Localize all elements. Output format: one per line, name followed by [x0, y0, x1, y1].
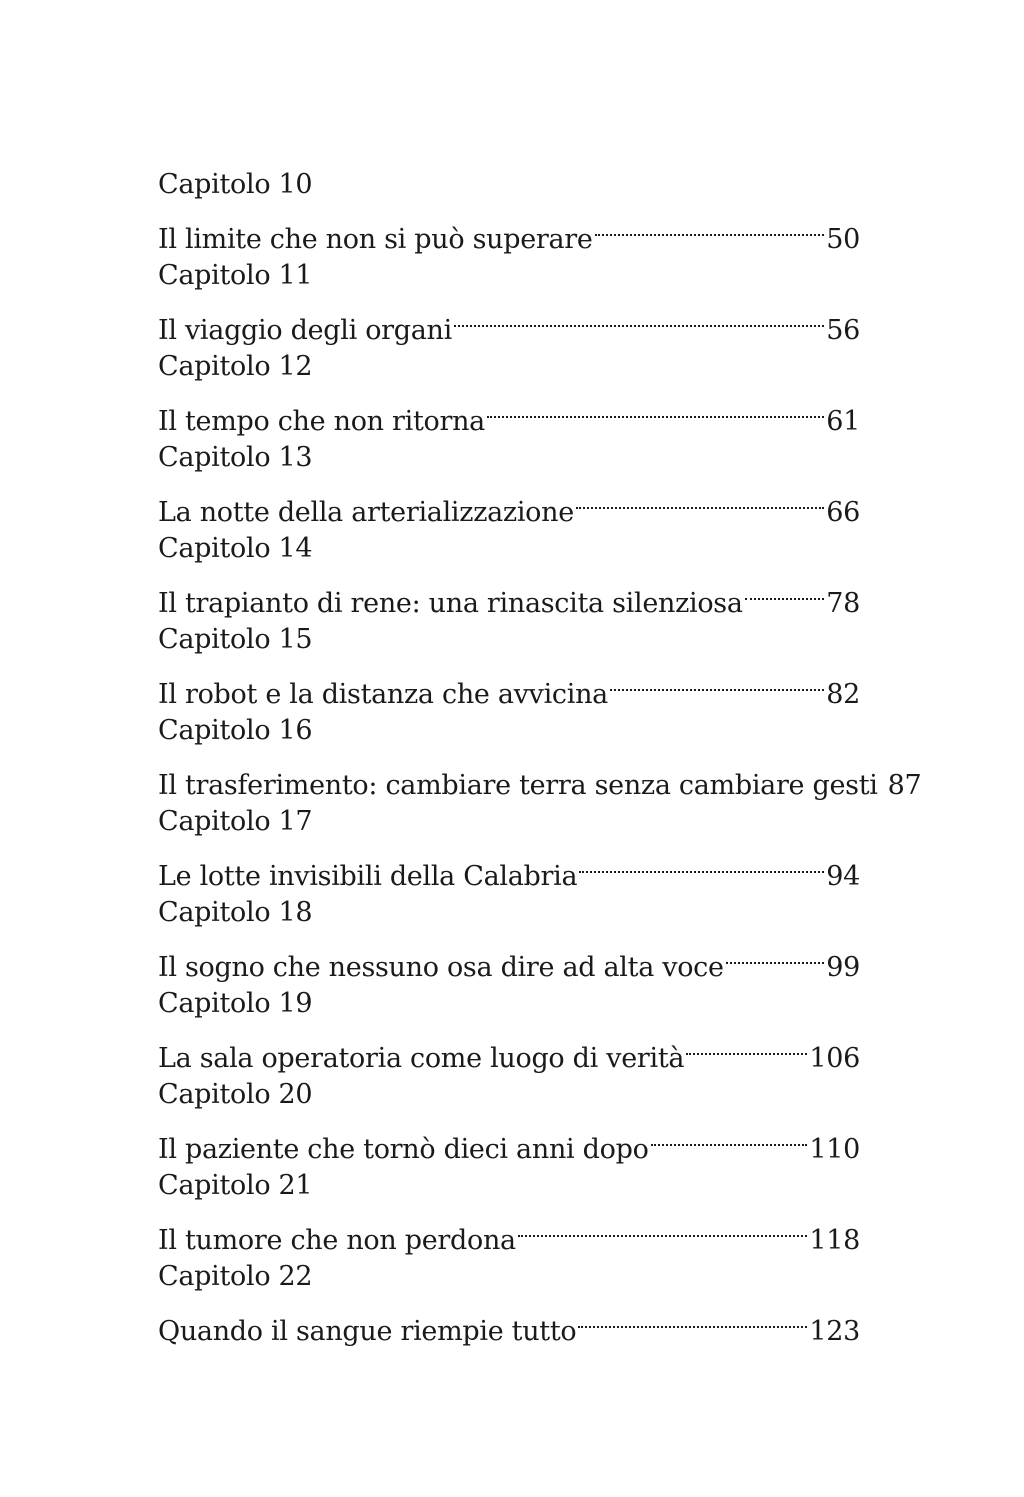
page-number: 106: [809, 1043, 860, 1074]
toc-entry: [158, 528, 860, 619]
chapter-label: Capitolo 15: [158, 624, 313, 655]
toc-entry-line: [158, 843, 860, 892]
dot-leader: [651, 1116, 808, 1158]
dot-leader: [518, 1207, 808, 1249]
chapter-label: Capitolo 18: [158, 897, 313, 928]
dot-leader: [610, 661, 824, 703]
chapter-title: Il sogno che nessuno osa dire ad alta voce: [158, 952, 724, 983]
page-number: 66: [826, 497, 860, 528]
dot-leader: [595, 206, 825, 248]
toc-entry-line: [158, 934, 860, 983]
page-number: 82: [826, 679, 860, 710]
dot-leader: [576, 479, 824, 521]
chapter-title: Il robot e la distanza che avvicina: [158, 679, 608, 710]
chapter-label: Capitolo 13: [158, 442, 313, 473]
page-number: 87: [887, 770, 922, 801]
chapter-title: Il trapianto di rene: una rinascita silenziosa: [158, 588, 743, 619]
chapter-label: Capitolo 21: [158, 1170, 313, 1201]
dot-leader: [686, 1025, 807, 1067]
page-number: 61: [826, 406, 860, 437]
table-of-contents: [158, 164, 922, 1347]
chapter-label: Capitolo 22: [158, 1261, 313, 1292]
chapter-title: Il tumore che non perdona: [158, 1225, 516, 1256]
toc-entry-line: [158, 1298, 860, 1347]
dot-leader: [579, 843, 824, 885]
page-number: 110: [809, 1134, 860, 1165]
dot-leader: [487, 388, 824, 430]
toc-entry: [158, 983, 860, 1074]
dot-leader: [726, 934, 825, 976]
toc-entry-line: [158, 570, 860, 619]
page-number: 94: [826, 861, 860, 892]
toc-entry-line: [158, 752, 922, 801]
toc-entry: [158, 1256, 860, 1347]
toc-entry: [158, 346, 860, 437]
toc-entry: [158, 164, 860, 255]
toc-entry-line: [158, 1116, 860, 1165]
page-number: 78: [826, 588, 860, 619]
chapter-title: Il viaggio degli organi: [158, 315, 452, 346]
chapter-title: La sala operatoria come luogo di verità: [158, 1043, 685, 1074]
chapter-title: Il limite che non si può superare: [158, 224, 593, 255]
page-number: 99: [826, 952, 860, 983]
chapter-title: Il tempo che non ritorna: [158, 406, 485, 437]
chapter-label: Capitolo 11: [158, 260, 313, 291]
chapter-label: Capitolo 20: [158, 1079, 313, 1110]
chapter-title: La notte della arterializzazione: [158, 497, 574, 528]
page-number: 118: [809, 1225, 860, 1256]
page-number: 123: [809, 1316, 860, 1347]
dot-leader: [880, 752, 886, 794]
toc-entry-line: [158, 206, 860, 255]
toc-entry: [158, 710, 922, 801]
toc-entry: [158, 892, 860, 983]
toc-entry: [158, 437, 860, 528]
toc-entry-line: [158, 388, 860, 437]
toc-entry: [158, 255, 860, 346]
chapter-label: Capitolo 14: [158, 533, 313, 564]
dot-leader: [578, 1298, 807, 1340]
chapter-title: Il paziente che tornò dieci anni dopo: [158, 1134, 649, 1165]
toc-entry-line: [158, 1207, 860, 1256]
page-number: 56: [826, 315, 860, 346]
chapter-label: Capitolo 17: [158, 806, 313, 837]
chapter-label: Capitolo 19: [158, 988, 313, 1019]
chapter-label: Capitolo 10: [158, 169, 313, 200]
toc-entry-line: [158, 1025, 860, 1074]
chapter-label: Capitolo 16: [158, 715, 313, 746]
chapter-label: Capitolo 12: [158, 351, 313, 382]
toc-entry-line: [158, 297, 860, 346]
toc-entry: [158, 1165, 860, 1256]
chapter-title: Quando il sangue riempie tutto: [158, 1316, 577, 1347]
dot-leader: [454, 297, 824, 339]
toc-entry-line: [158, 661, 860, 710]
toc-entry: [158, 801, 860, 892]
page-number: 50: [826, 224, 860, 255]
chapter-title: Il trasferimento: cambiare terra senza cambiare gesti: [158, 770, 878, 801]
toc-entry: [158, 619, 860, 710]
toc-entry-line: [158, 479, 860, 528]
dot-leader: [745, 570, 825, 612]
toc-entry: [158, 1074, 860, 1165]
chapter-title: Le lotte invisibili della Calabria: [158, 861, 578, 892]
